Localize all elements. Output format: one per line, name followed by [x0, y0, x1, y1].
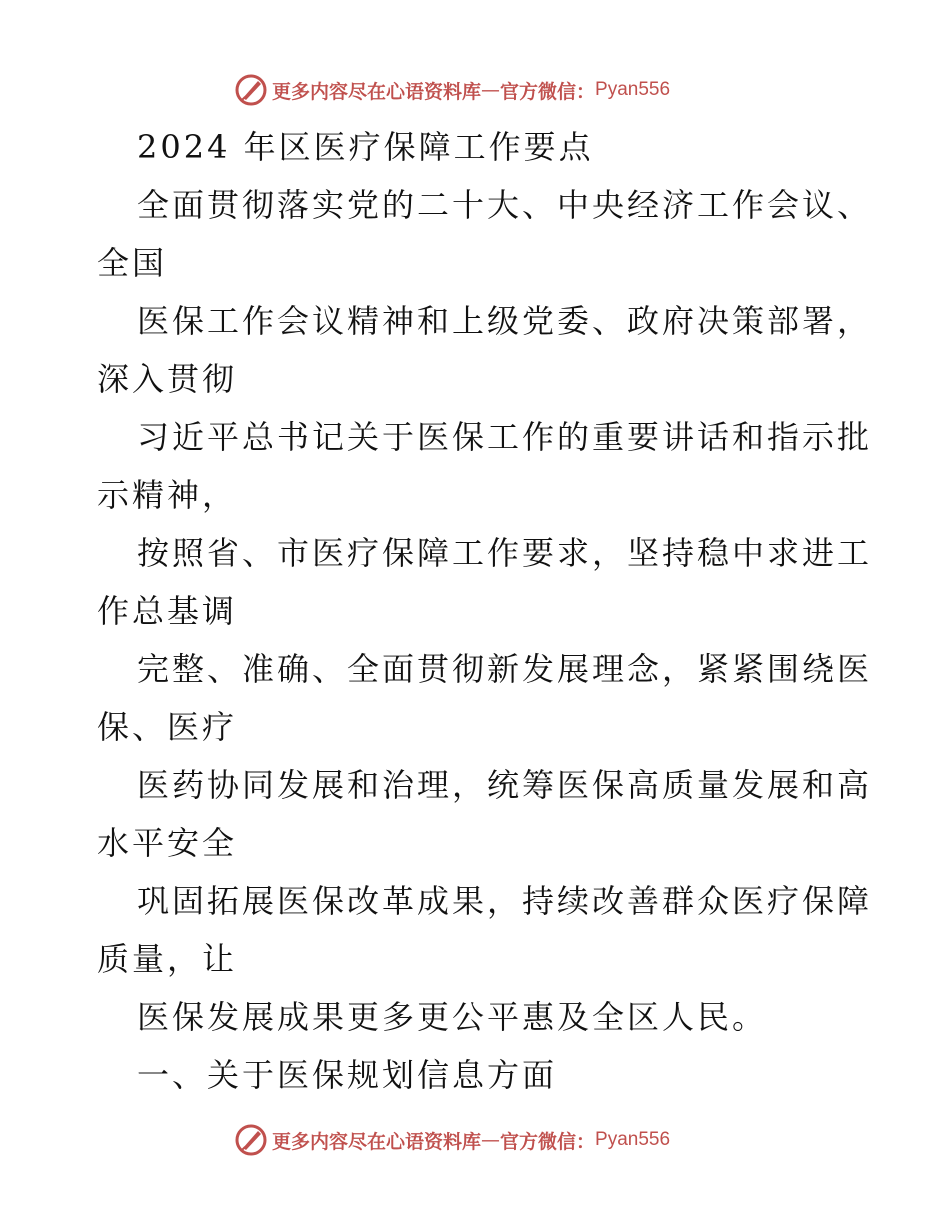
- header-watermark: [234, 72, 670, 108]
- watermark-separator: —: [481, 1129, 501, 1151]
- paragraph-line: 医保发展成果更多更公平惠及全区人民。: [137, 998, 768, 1036]
- paragraph-line: 习近平总书记关于医保工作的重要讲话和指示批: [137, 418, 873, 456]
- watermark-handle: Pyan556: [595, 1129, 671, 1150]
- paragraph-line: 医保工作会议精神和上级党委、政府决策部署，: [137, 302, 873, 340]
- paragraph-line: 保、医疗: [97, 708, 238, 746]
- paragraph-line: 全面贯彻落实党的二十大、中央经济工作会议、: [137, 186, 873, 224]
- paragraph-line: 巩固拓展医保改革成果，持续改善群众医疗保障: [137, 882, 873, 920]
- watermark-wechat-label: 官方微信：: [500, 80, 596, 103]
- document-title: 2024 年区医疗保障工作要点: [137, 128, 594, 166]
- feather-pen-seal-icon: [234, 73, 268, 107]
- paragraph-line: 一、关于医保规划信息方面: [137, 1056, 558, 1094]
- paragraph-line: 全国: [97, 244, 168, 282]
- paragraph-line: 示精神，: [97, 476, 238, 514]
- watermark-separator: —: [481, 79, 501, 101]
- paragraph-line: 医药协同发展和治理，统筹医保高质量发展和高: [137, 766, 873, 804]
- paragraph-line: 作总基调: [97, 592, 238, 630]
- watermark-brand: 更多内容尽在心语资料库: [272, 80, 482, 103]
- watermark-handle: Pyan556: [595, 79, 671, 100]
- paragraph-line: 完整、准确、全面贯彻新发展理念，紧紧围绕医: [137, 650, 873, 688]
- paragraph-line: 深入贯彻: [97, 360, 238, 398]
- footer-watermark: [234, 1122, 670, 1158]
- paragraph-line: 按照省、市医疗保障工作要求，坚持稳中求进工: [137, 534, 873, 572]
- paragraph-line: 水平安全: [97, 824, 238, 862]
- feather-pen-seal-icon: [234, 1123, 268, 1157]
- paragraph-line: 质量，让: [97, 940, 238, 978]
- watermark-wechat-label: 官方微信：: [500, 1130, 596, 1153]
- watermark-brand: 更多内容尽在心语资料库: [272, 1130, 482, 1153]
